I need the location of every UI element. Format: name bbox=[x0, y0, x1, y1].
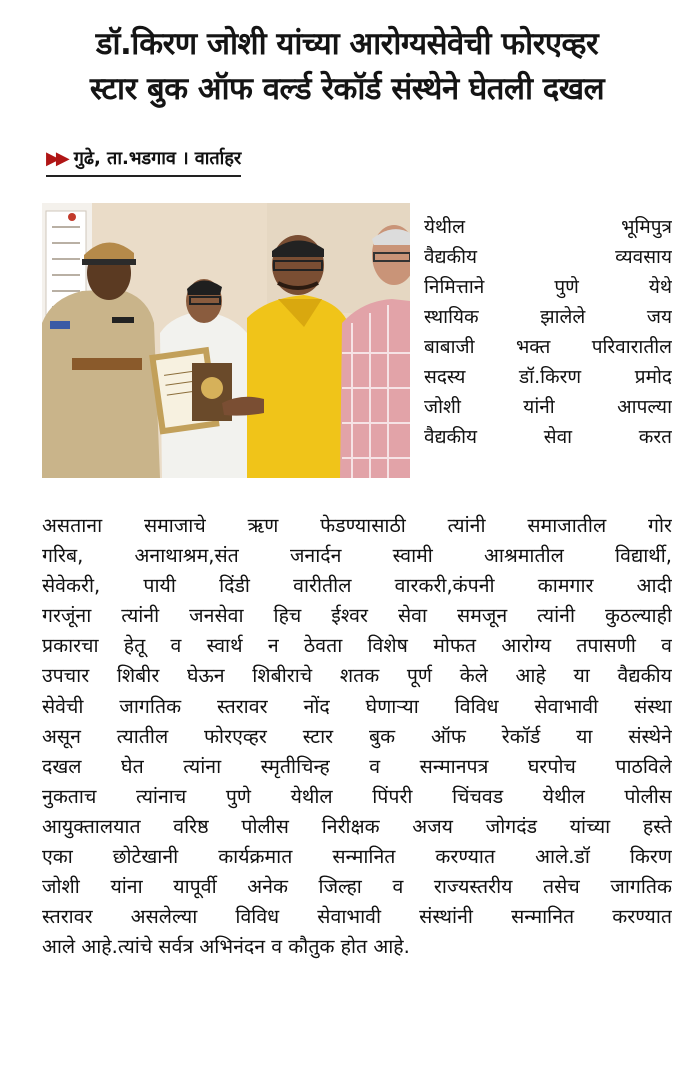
article-line: निमित्ताने पुणे येथे bbox=[424, 276, 672, 298]
headline-line-1: डॉ.किरण जोशी यांच्या आरोग्यसेवेची फोरएव्हर bbox=[95, 26, 599, 62]
article-line: नुकताच त्यांनाच पुणे येथील पिंपरी चिंचवड येथील पोलीस bbox=[42, 784, 672, 808]
article-line: सेवेची जागतिक स्तरावर नोंद घेणाऱ्या विविध सेवाभावी संस्था bbox=[42, 694, 672, 718]
article-line: सदस्य डॉ.किरण प्रमोद bbox=[424, 366, 672, 388]
article-line: असताना समाजाचे ऋण फेडण्यासाठी त्यांनी समाजातील गोर bbox=[42, 514, 672, 537]
article-line: उपचार शिबीर घेऊन शिबीराचे शतक पूर्ण केले आहे या वैद्यकीय bbox=[42, 664, 672, 688]
article-line: येथील भूमिपुत्र bbox=[424, 216, 672, 238]
article-line: जोशी यांनी आपल्या bbox=[424, 396, 672, 418]
article-line: असून त्यातील फोरएव्हर स्टार बुक ऑफ रेकॉर्ड या संस्थेने bbox=[42, 724, 672, 748]
article-line: गरिब, अनाथाश्रम,संत जनार्दन स्वामी आश्रमातील विद्यार्थी, bbox=[42, 544, 672, 568]
news-photo bbox=[42, 203, 410, 478]
article-line: गरजूंना त्यांनी जनसेवा हिच ईश्वर सेवा समजून त्यांनी कुठल्याही bbox=[42, 604, 672, 628]
article-body bbox=[42, 511, 672, 962]
award-ceremony-photo bbox=[42, 203, 410, 478]
dateline-place: गुढे, ता.भडगाव bbox=[73, 148, 176, 169]
article-line: आयुक्तालयात वरिष्ठ पोलीस निरीक्षक अजय जोगदंड यांच्या हस्ते bbox=[42, 814, 672, 838]
article-line: वैद्यकीय सेवा करत bbox=[424, 426, 672, 448]
article-line: बाबाजी भक्त परिवारातील bbox=[424, 336, 672, 358]
dateline-source: वार्ताहर bbox=[194, 148, 242, 169]
article-line: आले आहे.त्यांचे सर्वत्र अभिनंदन व कौतुक होत आहे. bbox=[42, 935, 410, 959]
article-line: स्थायिक झालेले जय bbox=[424, 306, 672, 328]
dateline bbox=[46, 143, 241, 177]
article-line: वैद्यकीय व्यवसाय bbox=[424, 246, 672, 268]
dateline-separator: । bbox=[181, 148, 189, 169]
article-line: एका छोटेखानी कार्यक्रमात सन्मानित करण्यात आले.डॉ किरण bbox=[42, 845, 672, 869]
article-line: स्तरावर असलेल्या विविध सेवाभावी संस्थांनी सन्मानित करण्यात bbox=[42, 905, 672, 929]
article-line: सेवेकरी, पायी दिंडी वारीतील वारकरी,कंपनी कामगार आदी bbox=[42, 574, 672, 598]
headline-line-2: स्टार बुक ऑफ वर्ल्ड रेकॉर्ड संस्थेने घेतली दखल bbox=[89, 71, 605, 107]
headline bbox=[0, 22, 694, 112]
article-line: प्रकारचा हेतू व स्वार्थ न ठेवता विशेष मोफत आरोग्य तपासणी व bbox=[42, 634, 672, 658]
double-arrow-icon: ▶▶ bbox=[46, 147, 66, 169]
article-line: दखल घेत त्यांना स्मृतीचिन्ह व सन्मानपत्र घरपोच पाठविले bbox=[42, 754, 672, 778]
article-side-column bbox=[424, 212, 672, 452]
article-line: जोशी यांना यापूर्वी अनेक जिल्हा व राज्यस्तरीय तसेच जागतिक bbox=[42, 875, 672, 899]
